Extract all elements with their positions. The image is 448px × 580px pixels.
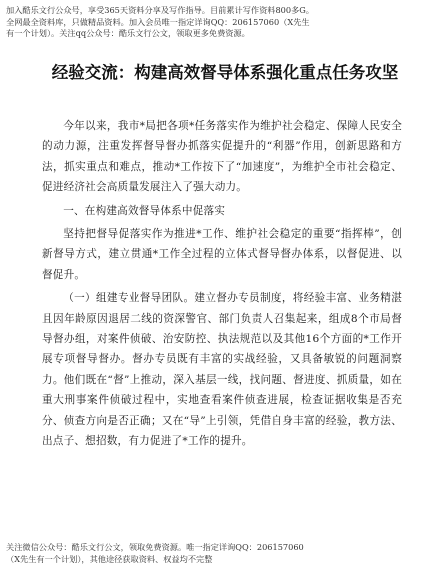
document-body: [42, 116, 402, 455]
footer-line: （X先生有一个计划），其他途径获取资料、权益均不完整: [6, 553, 213, 564]
header-line: 加入酷乐文行公众号，享受365天资料分享及写作指导。目前累计写作资料800多G。: [6, 5, 314, 15]
document-title: 经验交流：构建高效督导体系强化重点任务攻坚: [51, 63, 399, 82]
page-footer: [6, 542, 442, 565]
body-paragraph: 坚持把督导促落实作为推进*工作、维护社会稳定的重要“指挥棒”，创新督导方式，建立贯通*工作全过程的立体式督导督办体系，以督促进、以督促升。: [42, 228, 402, 281]
page-header: [6, 5, 442, 40]
header-line: 有一个计划）。关注qq公众号：酷乐文行公文，领取更多免费资源。: [6, 28, 250, 38]
header-line: 全网最全资料库，只做精品资料。加入会员唯一指定详询QQ：206157060（X先生: [6, 16, 310, 27]
intro-paragraph: 今年以来，我市*局把各项*任务落实作为维护社会稳定、保障人民安全的动力源，注重发挥督导督办抓落实促提升的“利器”作用，创新思路和方法，抓实重点和难点，推动*工作按下了“加速度”，为维护全市社会稳定、促进经济社会高质量发展注入了强大动力。: [42, 120, 402, 194]
body-paragraph: （一）组建专业督导团队。建立督办专员制度，将经验丰富、业务精湛且因年龄原因退居二线的资深警官、部门负责人召集起来，组成8个市局督导督办组，对案件侦破、治安防控、执法规范以及其他16个方面的*工作开展专项督导督办。督办专员既有丰富的实战经验，又具备敏锐的问题洞察力。他们既在“督”上推动，深入基层一线，找问题、督进度、抓质量，如在重大刑事案件侦破过程中，实地查看案件侦查进展，检查证据收集是否充分、侦查方向是否正确；又在“导”上引领，凭借自身丰富的经验，教方法、出点子、想招数，有力促进了*工作的提升。: [42, 292, 402, 448]
footer-line: 关注微信公众号：酷乐文行公文，领取免费资源。唯一指定详询QQ：206157060: [6, 542, 304, 552]
section-heading: 一、在构建高效督导体系中促落实: [63, 204, 226, 217]
